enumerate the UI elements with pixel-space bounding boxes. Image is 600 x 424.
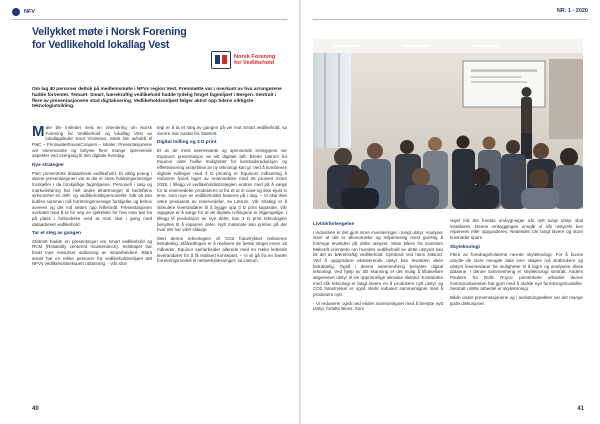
subheading-lifetime: Livtidsforlengelse [313,222,355,227]
subheading-tar-steg: Tar et steg av gangen [32,231,81,237]
left-page-number: 40 [32,406,39,412]
right-column-2 [450,218,583,309]
digital-twin-paragraph: Et av de mest interessante og spennende innleggene var Equinors presentasjon av sitt digitale løft. Brede Lærum fra Equinor viste hvilke muligheter for kostnadsreduksjon og effektivisering utstyrblise av ny teknologi kan gi. Ved å kombinere digitale tvillinger med 3 D printing er Equinors målsetting å redusere fysisk lager av reservedeler med 25 prosent innen 2028. I tillegg vil vedlikeholdsstrategien endres med på å sørge for at reservedeler produseres ut fra et ut in case-og ikke ejust in time, som mye av vedlikeholdet baseres på i dag. – Vi skal ikke være produsent av reservedeler, sa Lærum. Vår strategi er å stimulere leverandører til å bygge opp 3 D print kapasitet. Vår oppgave er å sørge for at de digitale tvillingene er tilgjengelige. I tillegg til produksjon av nye deler, kan 3 D print teknologien benyttes til å reparere deler. Nytt materiale kan printes på der hvor det har vært slitasje. [157,147,287,233]
nfv-logo-icon [211,51,231,69]
nfv-logo [211,51,282,69]
left-header-label: NFV [24,9,35,15]
strategy-paragraph: PwC presenterte dataadrevet vedlikehold. Et viktig poeng i denne presentasjonen var at det er store holdningsmessige forskjeller i de forskjellige fagmiljøene. Personell i salg og markedsføring har helt andre tilnærminger til bedriftens virksomhet en drift- og vedlikeholdspersonellet. Når alt kan kobles sammen må forretningsmessige forskjeller og behov avveies og det må settes opp fellesmål. Presentasjonen avsluttet med å ta for seg en sjekkliste for hva man bør ha på plass i forbindelse med at man skal i gang med dataadrevet vedlikehold. [32,170,152,227]
meeting-photo [313,39,583,209]
subheading-cloud: Skyteknologi [450,244,480,250]
intro-paragraph: Møte ble innledet med en orientering om Norsk Forening for Vedlikehold og lokallag Vest av lokallagsleder Knut Vindenes. Møte ble avholdt til PwC – PricewaterhouseCoopers – lokaler. Presentasjonene var interessante og belyste flere mange spennende aspekter ved overgang til den digitale hverdag. [32,123,152,159]
right-column-1 [313,218,443,315]
quote-paragraph: - Vi reduserer også ned etiden sammenlignet med å benytte nytt utstyr, fortalte Bless. Som [313,300,443,312]
left-page [0,0,299,424]
continued-paragraph-right: regel må det foretas ombygninger når nytt tungt utstyr skal installeres. Denne ombyggingen unngår vi når utstyrets kun repareres eller oppgraderes. Nedetiden blir langt lavere og store kostnader spare. [450,218,583,240]
nfv-small-logo-icon [12,8,20,16]
left-column-2 [157,125,287,267]
left-column-1 [32,125,152,270]
article-ingress: Om lag 40 personer deltok på medlemsmøte i NFVs region Vest. Fremmøtte var i overkant av hva arrangørene hadde forventet. Temaet: Smart, bærekraftig vedlikehold hadde tydelig fenget fagmiljøet i Bergen. Sentralt i flere av presentasjonene stod digitalisering. Vedlikeholdsmiljøet følger aktivt opp tidens viktigste teknologiutvikling. [32,87,282,110]
right-page-number: 41 [577,406,584,412]
left-header-rule [12,19,287,20]
co2-paragraph: Med denne teknologien vil CO2 fotavtrykket reduseres betraktelig. Målsettingen er å realisere de første steget innen 18 måneder. Equinor samarbeider allerede med en rekke ledende leverandører for å få realisert konseptet. – Vi vil gå fra en lineær forretningsmodell til nettverkslæsninger, sa Lærum. [157,235,287,264]
nfv-logo-text: Norsk Forening for Vedlikehold [234,53,276,66]
right-header [557,8,588,14]
dropcap: M [32,123,45,140]
lifetime-paragraph: I industrien er det gjort store investeringer i tungt utstyr. Analyser viser at det er økonomiske og miljømessig mest gunstig å forlenge levetiden på dette utstyret. Stian Bless fra Kanstem Mekonft orienterte om hvordes vedlikehold av dette utstyret kan bli del av bærekraftig vedlikehold. Gjenbruk ved hans stiktord. Ved å oppgradere eksisterende utstyr kan levetiden økes betraktelig. Også i denne sammenheng benyttes digital teknologi. Ved hjelp av 3D skanning er det mulig å tilbakeføre degenerert utstyr til sin opprinnelige tekniske tilstand. Kostanden med slik teknologi er langt lavere en å produsere nytt utstyr og CO2 fotavtrykket er også sterkt redusert sammenlignet med å produsere nytt. [313,229,443,297]
continued-paragraph: tegi er å ta et steg av gangen på vei mot Smart vedlikehold, sa Sverre Ivar Aasbø fra Statnett. [157,125,287,136]
meeting-photo-image [313,39,583,209]
right-header-rule [313,19,588,20]
cloud-paragraph: Flere av foredragsholderne nevnte skyteknologi. For å kunne utnytte de store mengde data som skapes må slutbrukere og utstyrs leverandører ha muligheter til å lagre og analysere disse dataene. I denne sammenheng er skyteknologi sentralt. Anders Paulsen fra Rolls Royce presenterte arbeidet denne motorprodusenten har gjort med å utvikle nye forretningsmodeller. Sentralt i dette arbeidet er skyteknologi. [450,252,583,292]
right-header-label: NR. 1 - 2020 [556,8,588,14]
subheading-digital-twin: Digital tvilling og 3 D print [157,140,217,146]
article-title: Vellykket møte i Norsk Forening for Vedlikehold lokallag Vest [32,26,187,51]
left-header [12,8,35,16]
subheading-strategy: Nye strategier [32,162,64,168]
closing-paragraph: Både under presentasjonene og i avslutningsøkten var det mange gode diskusjoner. [450,294,583,306]
tar-steg-paragraph: Statnett hadde en presentasjon om smart vedlikehold og RCM (Reliability centered maintenance). Selskapet har brukt mye ressurser utdanning av medarbeidere. Blant annet har en rekke personer fra vedlikeholdsmiljøet tatt NFVs vedlikeholdsekspert utdanning. - Vår stra- [32,238,152,267]
